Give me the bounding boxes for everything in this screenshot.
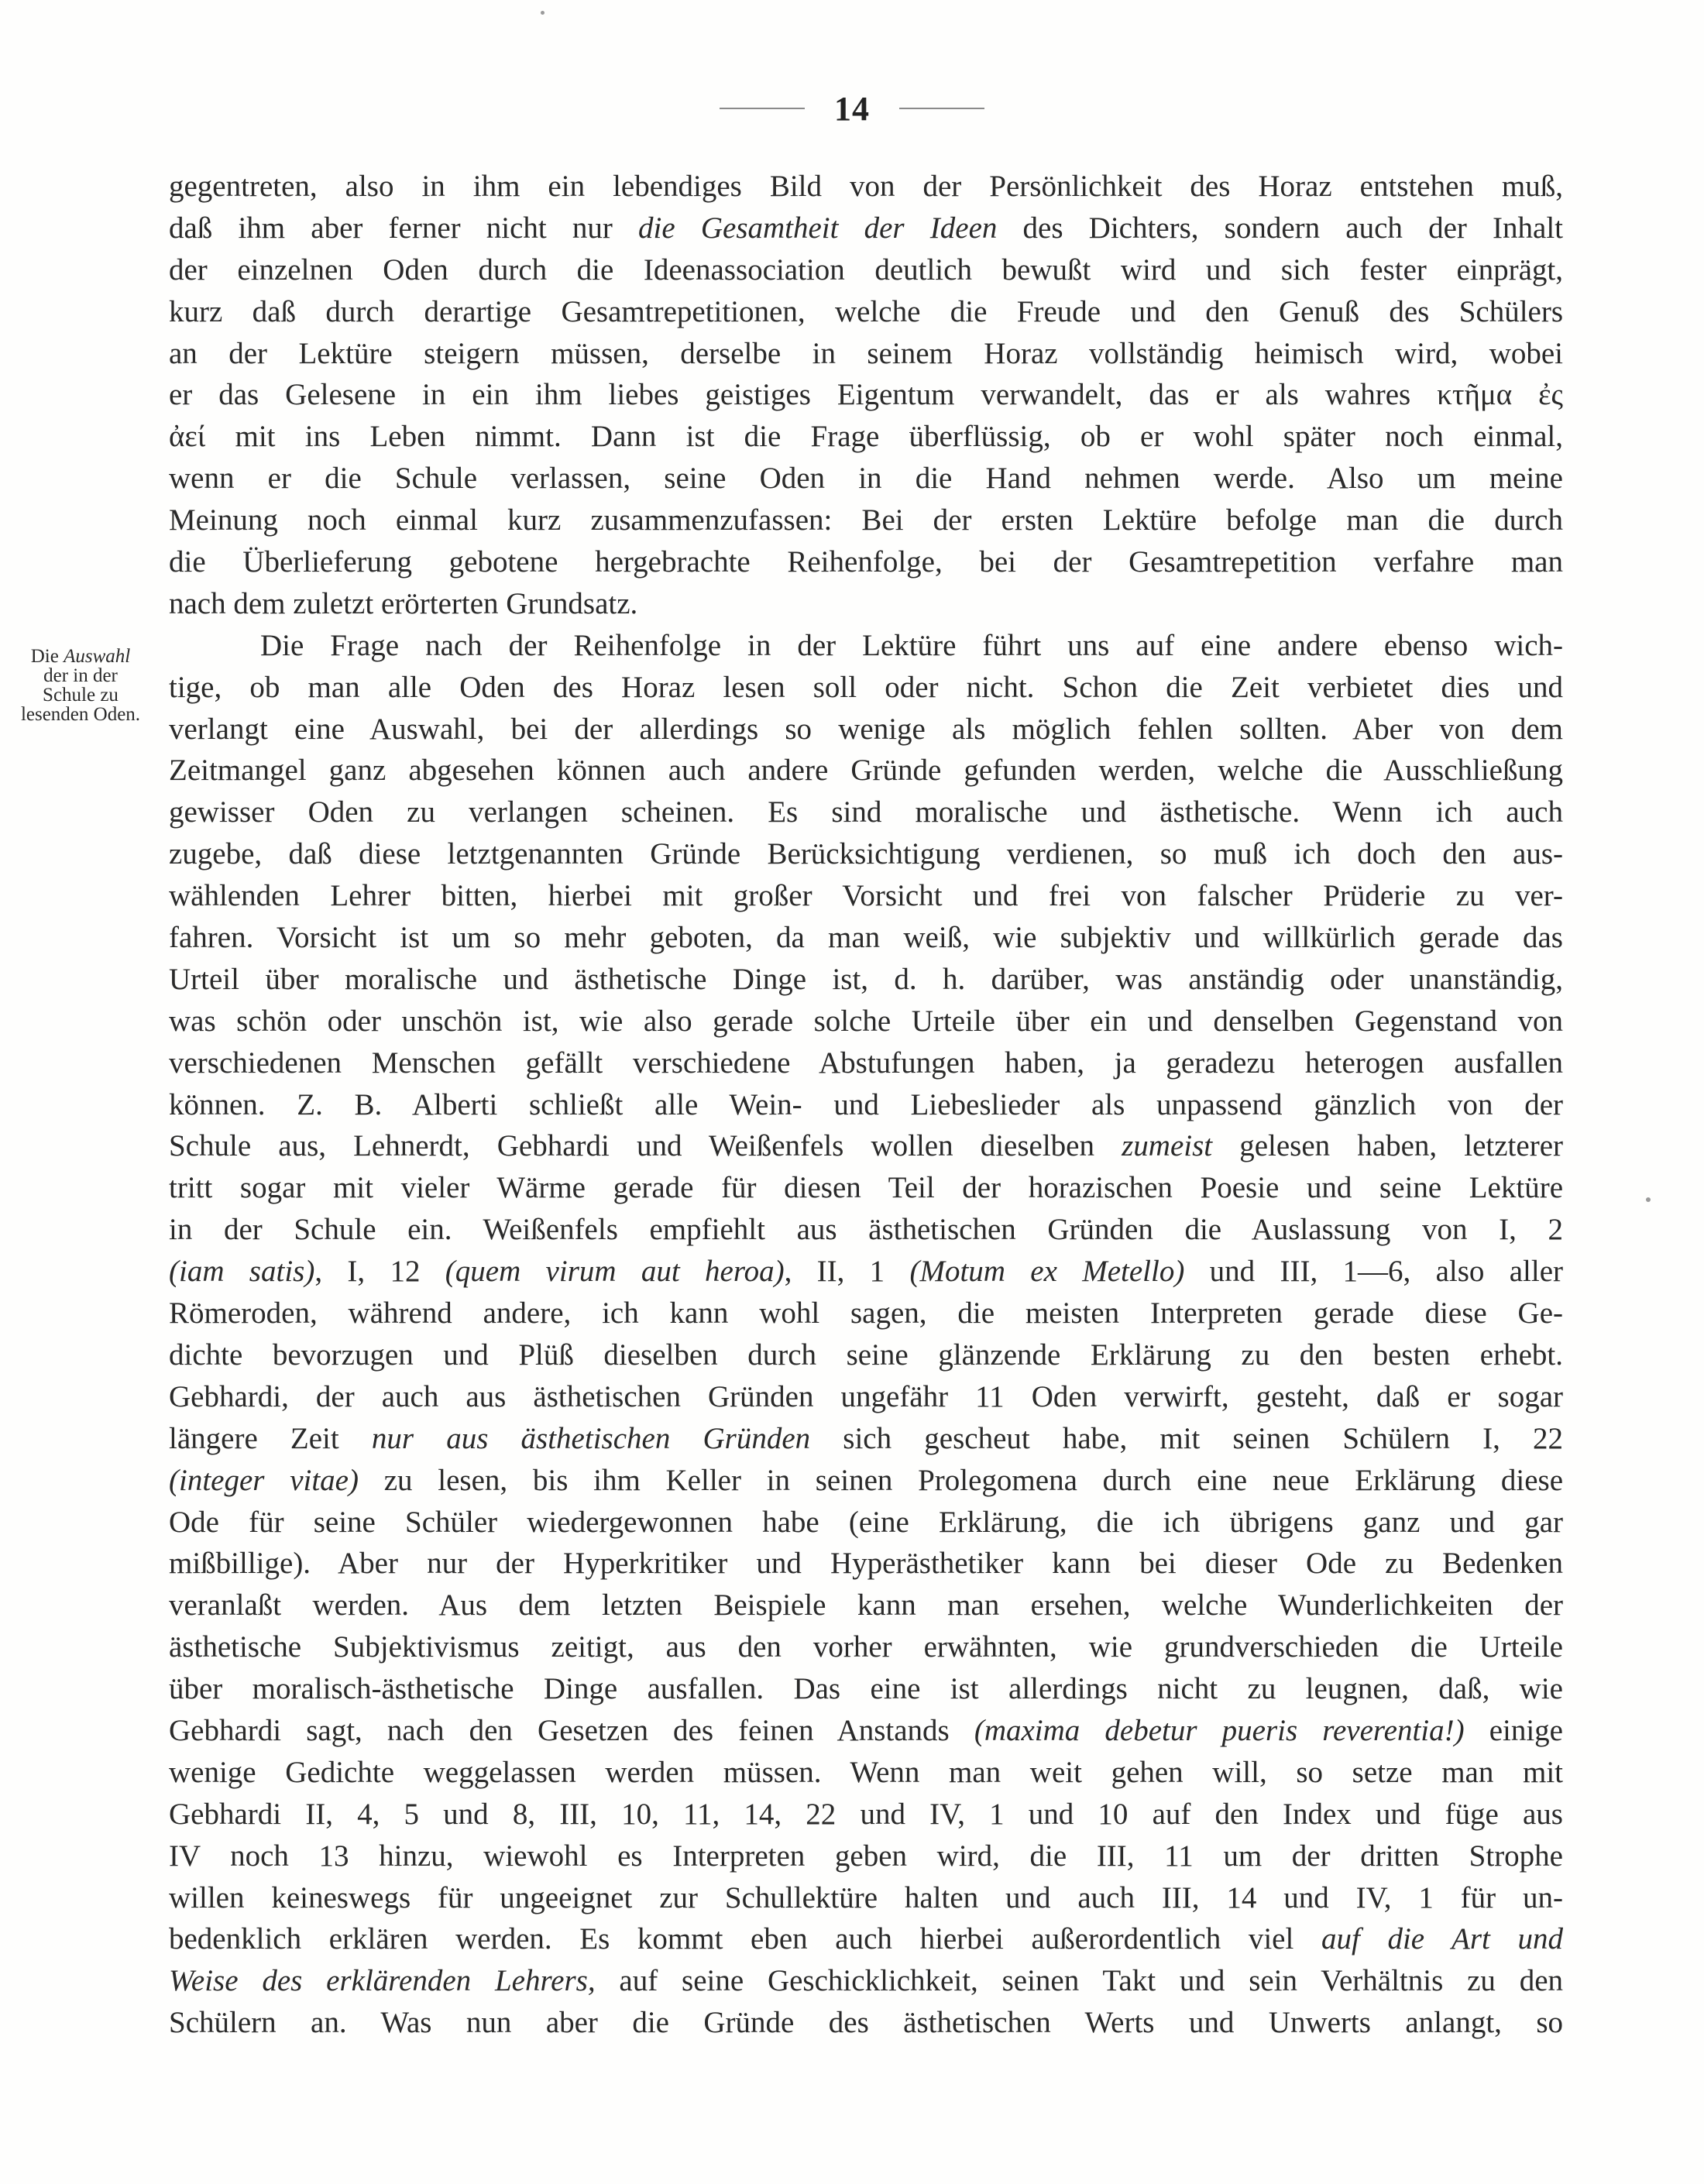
line-text: Gebhardi II, 4, 5 und 8, III, 10, 11, 14, 22 und IV, 1 und 10 auf den Index und füge aus: [169, 1797, 1563, 1831]
line-text: kurz daß durch derartige Gesamtrepetitionen, welche die Freude und den Genuß des Schülers: [169, 294, 1563, 328]
line-text: Ode für seine Schüler wiedergewonnen habe (eine Erklärung, die ich übrigens ganz und gar: [169, 1505, 1563, 1539]
line-text: gewisser Oden zu verlangen scheinen. Es sind moralische und ästhetische. Wenn ich auch: [169, 795, 1563, 829]
margin-note-line: Schule zu: [43, 685, 119, 706]
text-line: [169, 1125, 1563, 1167]
line-text: bedenklich erklären werden. Es kommt eben auch hierbei außerordentlich viel: [169, 1922, 1321, 1956]
text-line: [169, 333, 1563, 375]
text-line: [169, 1835, 1563, 1877]
text-line: [169, 1460, 1563, 1502]
scan-speck: [541, 11, 545, 15]
text-line: [169, 875, 1563, 917]
text-line: [169, 1293, 1563, 1334]
text-line: [169, 959, 1563, 1001]
scan-speck: [1646, 1197, 1651, 1202]
text-line: [169, 625, 1563, 667]
page-number: 14: [834, 89, 870, 128]
text-line: [169, 1794, 1563, 1835]
line-text: daß ihm aber ferner nicht nur: [169, 211, 639, 245]
text-line: [169, 2002, 1563, 2044]
line-text: an der Lektüre steigern müssen, derselbe in seinem Horaz vollständig heimisch wird, wobei: [169, 336, 1563, 370]
line-text: der einzelnen Oden durch die Ideenassociation deutlich bewußt wird und sich fester einprägt,: [169, 252, 1563, 287]
text-line: [169, 458, 1563, 500]
line-text: tritt sogar mit vieler Wärme gerade für diesen Teil der horazischen Poesie und seine Lektüre: [169, 1171, 1563, 1205]
line-text: Zeitmangel ganz abgesehen können auch andere Gründe gefunden werden, welche die Ausschließung: [169, 754, 1563, 788]
header-dash-right: [899, 108, 984, 109]
line-text: willen keineswegs für ungeeignet zur Schullektüre halten und auch III, 14 und IV, 1 für un-: [169, 1880, 1563, 1914]
line-text: was schön oder unschön ist, wie also gerade solche Urteile über ein und denselben Gegenstand von: [169, 1004, 1563, 1038]
line-text: IV noch 13 hinzu, wiewohl es Interpreten geben wird, die III, 11 um der dritten Strophe: [169, 1839, 1563, 1873]
margin-note-line: [6, 647, 155, 666]
text-line: [169, 667, 1563, 709]
italic-text: zumeist: [1122, 1129, 1213, 1163]
line-text: fahren. Vorsicht ist um so mehr geboten, da man weiß, wie subjektiv und willkürlich gerade das: [169, 921, 1563, 955]
line-text: Gebhardi sagt, nach den Gesetzen des feinen Anstands: [169, 1713, 974, 1747]
line-text: zu lesen, bis ihm Keller in seinen Prolegomena durch eine neue Erklärung diese: [358, 1463, 1563, 1497]
italic-text: auf die Art und: [1321, 1922, 1563, 1956]
text-line: [169, 1209, 1563, 1251]
line-text: mißbillige). Aber nur der Hyperkritiker und Hyperästhetiker kann bei dieser Ode zu Bedenken: [169, 1547, 1563, 1581]
line-text: auf seine Geschicklichkeit, seinen Takt und sein Verhältnis zu den: [595, 1964, 1563, 1998]
line-text: tige, ob man alle Oden des Horaz lesen soll oder nicht. Schon die Zeit verbietet dies und: [169, 670, 1563, 704]
text-line: [169, 1376, 1563, 1418]
text-line: [169, 1167, 1563, 1209]
text-line: [169, 374, 1563, 416]
line-text: gelesen haben, letzterer: [1212, 1129, 1563, 1163]
text-line: [169, 1543, 1563, 1585]
line-text: in der Schule ein. Weißenfels empfiehlt aus ästhetischen Gründen die Auslassung von I, 2: [169, 1213, 1563, 1247]
text-line: [169, 917, 1563, 959]
margin-note: [6, 647, 155, 724]
text-line: [169, 1042, 1563, 1084]
text-line: [169, 750, 1563, 792]
text-line: [169, 1334, 1563, 1376]
line-text: veranlaßt werden. Aus dem letzten Beispiele kann man ersehen, welche Wunderlichkeiten der: [169, 1588, 1563, 1623]
text-line: [169, 500, 1563, 541]
line-text: Schülern an. Was nun aber die Gründe des ästhetischen Werts und Unwerts anlangt, so: [169, 2006, 1563, 2040]
line-text: können. Z. B. Alberti schließt alle Wein- und Liebeslieder als unpassend gänzlich von der: [169, 1087, 1563, 1121]
text-line: [169, 208, 1563, 249]
line-text: verschiedenen Menschen gefällt verschiedene Abstufungen haben, ja geradezu heterogen ausfallen: [169, 1046, 1563, 1080]
line-text: Römeroden, während andere, ich kann wohl sagen, die meisten Interpreten gerade diese Ge-: [169, 1296, 1563, 1331]
line-text: die Überlieferung gebotene hergebrachte Reihenfolge, bei der Gesamtrepetition verfahre man: [169, 545, 1563, 579]
line-text: über moralisch-ästhetische Dinge ausfallen. Das eine ist allerdings nicht zu leugnen, daß, wie: [169, 1672, 1563, 1706]
line-text: sich gescheut habe, mit seinen Schülern I, 22: [810, 1421, 1563, 1455]
line-text: verlangt eine Auswahl, bei der allerdings so wenige als möglich fehlen sollten. Aber von dem: [169, 712, 1563, 746]
italic-text: (iam satis): [169, 1255, 315, 1289]
italic-text: die Gesamtheit der Ideen: [638, 211, 998, 245]
line-text: nach dem zuletzt erörterten Grundsatz.: [169, 586, 638, 620]
text-line: [169, 1502, 1563, 1544]
line-text: Gebhardi, der auch aus ästhetischen Gründen ungefähr 11 Oden verwirft, gesteht, daß er sogar: [169, 1379, 1563, 1413]
line-text: Die Frage nach der Reihenfolge in der Lektüre führt uns auf eine andere ebenso wich-: [260, 628, 1563, 662]
margin-note-text: Die: [30, 646, 64, 667]
text-line: [169, 1752, 1563, 1794]
line-text: dichte bevorzugen und Plüß dieselben durch seine glänzende Erklärung zu den besten erhebt.: [169, 1338, 1563, 1372]
text-line: [169, 541, 1563, 583]
text-line: [169, 1668, 1563, 1710]
italic-text: (maxima debetur pueris reverentia!): [974, 1713, 1465, 1747]
line-text: Schule aus, Lehnerdt, Gebhardi und Weißenfels wollen dieselben: [169, 1129, 1122, 1163]
line-text: längere Zeit: [169, 1421, 372, 1455]
text-line: [169, 1877, 1563, 1919]
line-text: er das Gelesene in ein ihm liebes geistiges Eigentum verwandelt, das er als wahres κτῆμα ἐς: [169, 378, 1563, 412]
line-text: wenn er die Schule verlassen, seine Oden in die Hand nehmen werde. Also um meine: [169, 462, 1563, 496]
text-line: [169, 1084, 1563, 1126]
text-line: [169, 249, 1563, 291]
italic-text: Weise des erklärenden Lehrers,: [169, 1964, 596, 1998]
line-text: , I, 12: [314, 1255, 445, 1289]
italic-text: nur aus ästhetischen Gründen: [371, 1421, 811, 1455]
line-text: einige: [1464, 1713, 1563, 1747]
page-header: [0, 85, 1704, 132]
text-line: [169, 1001, 1563, 1042]
text-line: [169, 1710, 1563, 1752]
line-text: wenige Gedichte weggelassen werden müssen. Wenn man weit gehen will, so setze man mit: [169, 1755, 1563, 1789]
text-line: [169, 1626, 1563, 1668]
margin-note-line: lesenden Oden.: [20, 704, 141, 725]
text-line: [169, 1251, 1563, 1293]
line-text: wählenden Lehrer bitten, hierbei mit großer Vorsicht und frei von falscher Prüderie zu ver-: [169, 879, 1563, 913]
line-text: des Dichters, sondern auch der Inhalt: [997, 211, 1563, 245]
text-line: [169, 166, 1563, 208]
line-text: Urteil über moralische und ästhetische Dinge ist, d. h. darüber, was anständig oder unanständig,: [169, 962, 1563, 996]
italic-text: (integer vitae): [169, 1463, 359, 1497]
text-line: [169, 291, 1563, 333]
margin-note-italic: Auswahl: [64, 646, 131, 667]
text-line: [169, 709, 1563, 750]
line-text: Meinung noch einmal kurz zusammenzufassen: Bei der ersten Lektüre befolge man die durch: [169, 503, 1563, 537]
line-text: ästhetische Subjektivismus zeitigt, aus den vorher erwähnten, wie grundverschieden die Urteile: [169, 1630, 1563, 1664]
margin-note-line: der in der: [43, 665, 118, 686]
text-line: [169, 833, 1563, 875]
text-line: [169, 1418, 1563, 1460]
line-text: , II, 1: [784, 1255, 910, 1289]
italic-text: (Motum ex Metello): [909, 1255, 1185, 1289]
text-line: [169, 416, 1563, 458]
line-text: ἀεί mit ins Leben nimmt. Dann ist die Frage überflüssig, ob er wohl später noch einmal,: [169, 420, 1563, 454]
text-line: [169, 583, 1563, 625]
line-text: zugebe, daß diese letztgenannten Gründe Berücksichtigung verdienen, so muß ich doch den aus-: [169, 837, 1563, 871]
body-text: [169, 166, 1563, 2044]
line-text: gegentreten, also in ihm ein lebendiges Bild von der Persönlichkeit des Horaz entstehen muß,: [169, 170, 1563, 203]
italic-text: (quem virum aut heroa): [445, 1255, 785, 1289]
text-line: [169, 1585, 1563, 1626]
text-line: [169, 1918, 1563, 1960]
text-line: [169, 1960, 1563, 2002]
text-line: [169, 792, 1563, 833]
line-text: und III, 1—6, also aller: [1184, 1255, 1563, 1289]
header-dash-left: [720, 108, 805, 109]
